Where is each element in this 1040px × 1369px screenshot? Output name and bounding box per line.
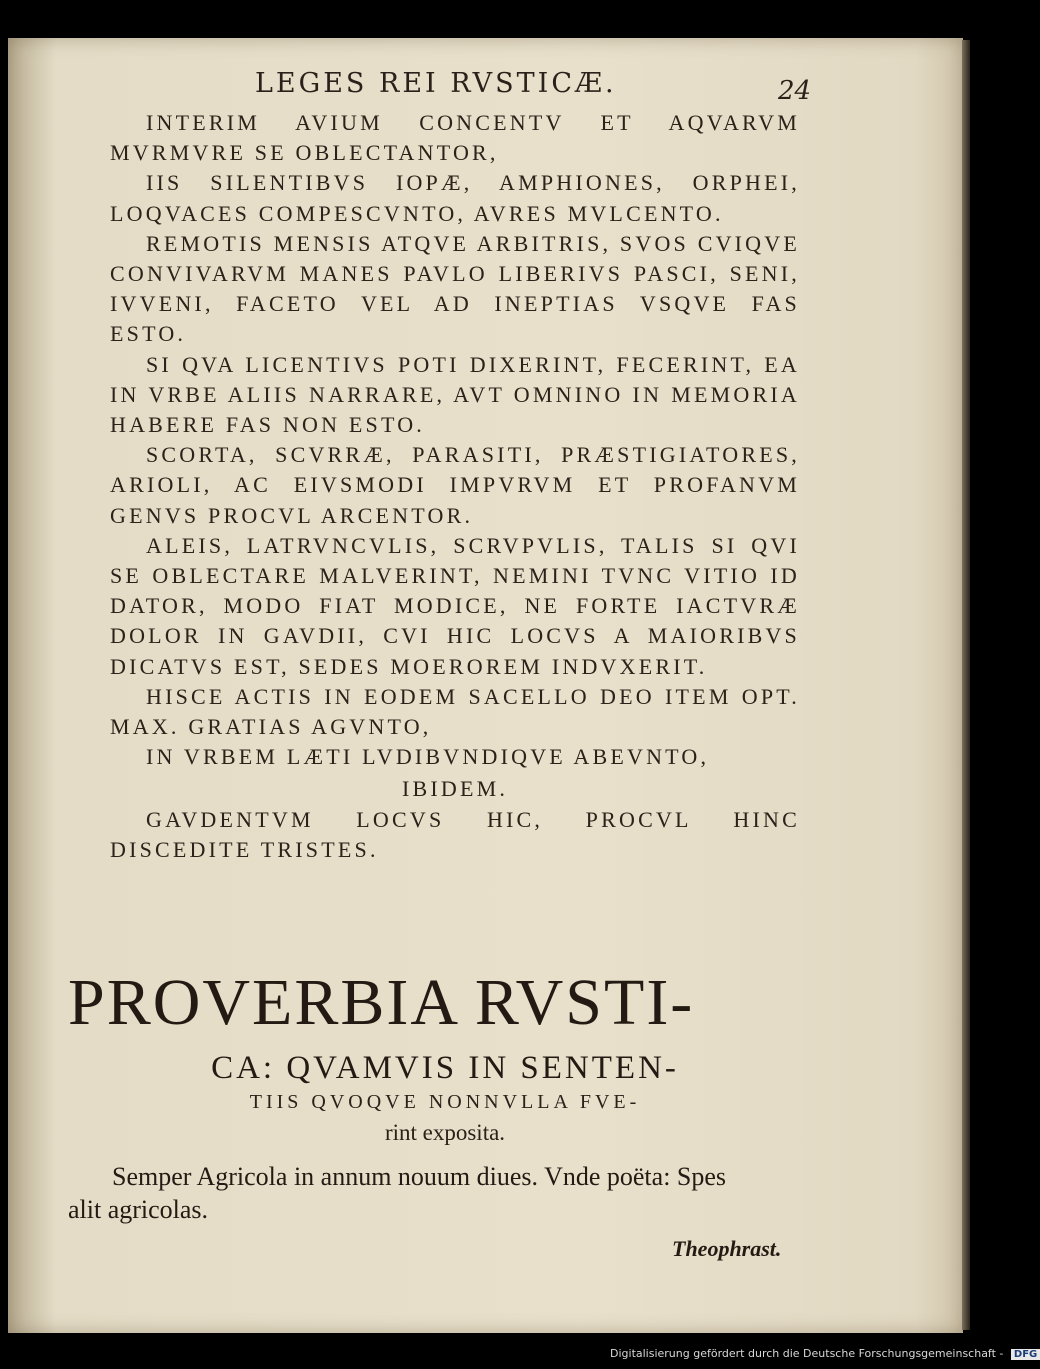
proverb-line: Semper Agricola in annum nouum diues. Vnde poëta: Spes — [112, 1162, 727, 1191]
paragraph: SCORTA, SCVRRÆ, PARASITI, PRÆSTIGIATORES, ARIOLI, AC EIVSMODI IMPVRVM ET PROFANVM GENVS PROCVL ARCENTOR. — [110, 442, 800, 528]
page-edge — [962, 40, 970, 1330]
section-subtitle-line4: rint exposita. — [384, 1120, 506, 1145]
page-number: 24 — [778, 76, 812, 106]
running-title: LEGES REI RVSTICÆ. — [255, 68, 617, 99]
paragraph: HISCE ACTIS IN EODEM SACELLO DEO ITEM OPT. MAX. GRATIAS AGVNTO, — [110, 683, 800, 740]
dfg-logo: DFG — [1011, 1349, 1040, 1360]
proverb-source: Theophrast. — [672, 1236, 782, 1261]
paragraph: INTERIM AVIUM CONCENTV ET AQVARVM MVRMVRE SE OBLECTANTOR, — [110, 110, 800, 166]
section-title: PROVERBIA RVSTI- — [68, 966, 695, 1039]
paragraph: IIS SILENTIBVS IOPÆ, AMPHIONES, ORPHEI, LOQVACES COMPESCVNTO, AVRES MVLCENTO. — [110, 170, 800, 226]
ibidem-heading: IBIDEM. — [401, 776, 509, 802]
digitization-credit — [610, 1347, 1040, 1360]
paragraph: SI QVA LICENTIVS POTI DIXERINT, FECERINT, EA IN VRBE ALIIS NARRARE, AVT OMNINO IN MEMORIA HABERE FAS NON ESTO. — [110, 351, 800, 438]
paragraph: ALEIS, LATRVNCVLIS, SCRVPVLIS, TALIS SI QVI SE OBLECTARE MALVERINT, NEMINI TVNC VITIO ID DATOR, MODO FIAT MODICE, NE FORTE IACTVRÆ DOLOR IN GAVDII, CVI HIC LOCVS A MAIORIBVS DICATVS EST, SEDES MOEROREM INDVXERIT. — [110, 532, 800, 679]
body-text — [110, 108, 800, 865]
section-subtitle: CA: QVAMVIS IN SENTEN- — [211, 1050, 679, 1086]
paragraph: IN VRBEM LÆTI LVDIBVNDIQVE ABEVNTO, — [146, 744, 710, 770]
proverb-text — [68, 1160, 788, 1226]
motto-paragraph: GAVDENTVM LOCVS HIC, PROCVL HINC DISCEDITE TRISTES. — [110, 806, 800, 862]
paragraph: REMOTIS MENSIS ATQVE ARBITRIS, SVOS CVIQVE CONVIVARVM MANES PAVLO LIBERIVS PASCI, SENI, IVVENI, FACETO VEL AD INEPTIAS VSQVE FAS ESTO. — [110, 230, 800, 347]
proverb-line: alit agricolas. — [68, 1195, 209, 1224]
section-subtitle-line3: TIIS QVOQVE NONNVLLA FVE- — [249, 1091, 641, 1113]
credit-text: Digitalisierung gefördert durch die Deutsche Forschungsgemeinschaft - — [610, 1347, 1004, 1360]
